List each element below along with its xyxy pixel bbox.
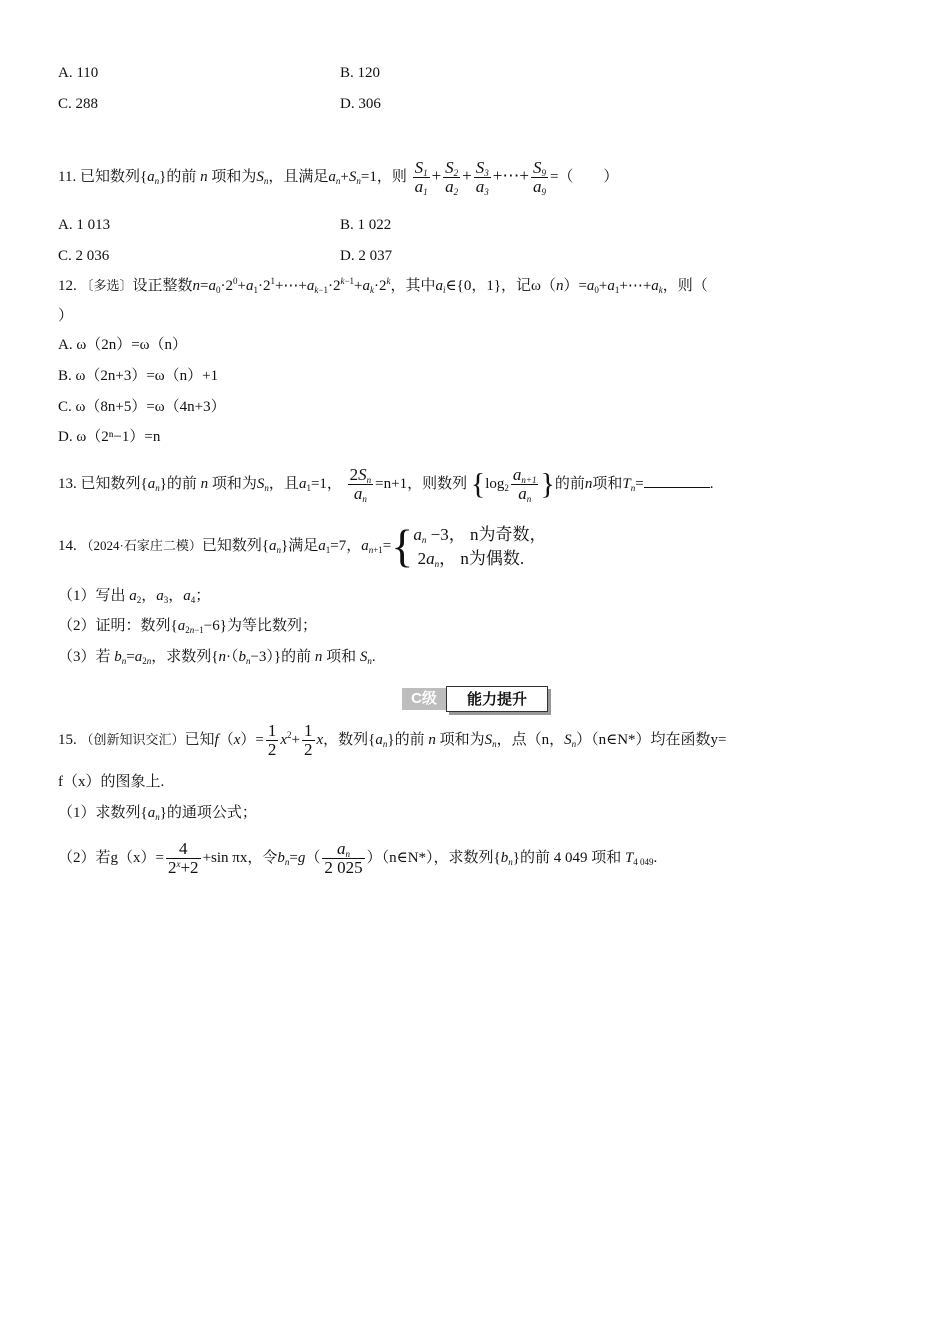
question-15-stem: 15. （创新知识交汇）已知f（x）= $\frac{1}{2}$ $x^2+$ $\frac{1}{2}$ x，数列$\{a_n\}$的前 n 项和为$S_n$，点（n，$S_n)(n\in N*)$均在函数y= — [58, 721, 727, 760]
q12-option-d: D. ω（2ⁿ−1）=n — [58, 429, 161, 445]
q15-part-2: （2）若g（x）= $\frac{4}{2^x+2}$ +sin πx，令$b_n=g$（ $\frac{a_n}{2 025}$ ）（n∈N*），求数列$\{b_n\}$的前 4 049 项和 $T_{4 049}$. — [58, 839, 658, 878]
section-level: C级 — [402, 688, 446, 710]
q10-option-d: D. 306 — [340, 96, 381, 112]
q10-option-b: B. 120 — [340, 65, 381, 81]
section-badge — [402, 686, 550, 712]
q10-option-c: C. 288 — [58, 96, 99, 112]
fraction-4-over-2x-plus-2: $\frac{4}{2^x+2}$ — [167, 839, 199, 878]
q14-part-3: （3）若 $b_n=a_{2n}$，求数列$\{n\cdot(b_n-3)\}$的前 n 项和 $S_n$. — [58, 649, 376, 666]
question-11-stem: 11. 已知数列$\{a_n\}$的前 n 项和为$S_n$，且满足$a_n+S_n=1$，则 $\frac{S_1}{a_1}$ + $\frac{S_2}{a_2}$ + $\frac{S_3}{a_3}$ +⋯+ $\frac{S_9}{a_9}$ =（ ） — [58, 158, 619, 198]
fraction-s3-a3: $\frac{S_3}{a_3}$ — [475, 158, 489, 198]
q15-part-1: （1）求数列$\{a_n\}$的通项公式； — [58, 805, 257, 822]
fraction-one-half: $\frac{1}{2}$ — [267, 721, 277, 760]
q12-option-c: C. ω（8n+5）=ω（4n+3） — [58, 399, 226, 415]
q11-option-a: A. 1 013 — [58, 217, 111, 233]
fraction-one-half: $\frac{1}{2}$ — [304, 721, 313, 760]
q11-option-c: C. 2 036 — [58, 248, 110, 264]
question-tag: 〔多选〕 — [80, 278, 133, 293]
section-title: 能力提升 — [446, 686, 548, 712]
fraction-s9-a9: $\frac{S_9}{a_9}$ — [532, 158, 546, 198]
q12-option-a: A. ω（2n）=ω（n） — [58, 337, 188, 353]
q11-option-b: B. 1 022 — [340, 217, 392, 233]
answer-blank — [644, 473, 710, 488]
q14-part-2: （2）证明：数列$\{a_{2n-1}-6\}$为等比数列； — [58, 618, 317, 635]
q15-line-2: f（x）的图象上. — [58, 774, 165, 790]
question-tag: （2024·石家庄二模） — [80, 538, 202, 553]
q14-part-1: （1）写出 $a_2$，$a_3$，$a_4$； — [58, 588, 211, 605]
q12-option-b: B. ω（2n+3）=ω（n）+1 — [58, 368, 219, 384]
piecewise-cases: $a_n -3$， n为奇数， $2a_n$， n为偶数. — [413, 524, 547, 569]
q10-option-a: A. 110 — [58, 65, 99, 81]
fraction-an1-an: $\frac{a_{n+1}}{a_n}$ — [512, 465, 537, 505]
question-14-stem: 14. （2024·石家庄二模）已知数列$\{a_n\}$满足$a_1=7$，$a_{n+1}=${ $a_n -3$， n为奇数， $2a_n$， n为偶数. — [58, 520, 547, 572]
fraction-s1-a1: $\frac{S_1}{a_1}$ — [414, 158, 428, 198]
question-tag: （创新知识交汇） — [80, 732, 185, 747]
question-12-stem: 12. 〔多选〕设正整数$n=a_0\cdot 2^0+a_1\cdot 2^1+\cdots+a_{k-1}\cdot 2^{k-1}+a_k\cdot 2^k$，其中$a_i\in\{0$，1}，记$\omega(n)=a_0+a_1+\cdots+a_k$，则（ — [58, 276, 708, 295]
fraction-2sn-an: $\frac{2S_n}{a_n}$ — [349, 465, 372, 505]
fraction-an-over-2025: $\frac{a_n}{2 025}$ — [324, 839, 363, 878]
q11-option-d: D. 2 037 — [340, 248, 393, 264]
question-12-close: ） — [58, 308, 74, 324]
fraction-s2-a2: $\frac{S_2}{a_2}$ — [445, 158, 459, 198]
question-13-stem: 13. 已知数列$\{a_n\}$的前 n 项和为$S_n$，且$a_1=1$， $\frac{2S_n}{a_n}$ =n+1，则数列 {$\log_2$ $\frac{a_{n+1}}{a_n}$ }的前n项和$T_n=$ . — [58, 465, 714, 505]
